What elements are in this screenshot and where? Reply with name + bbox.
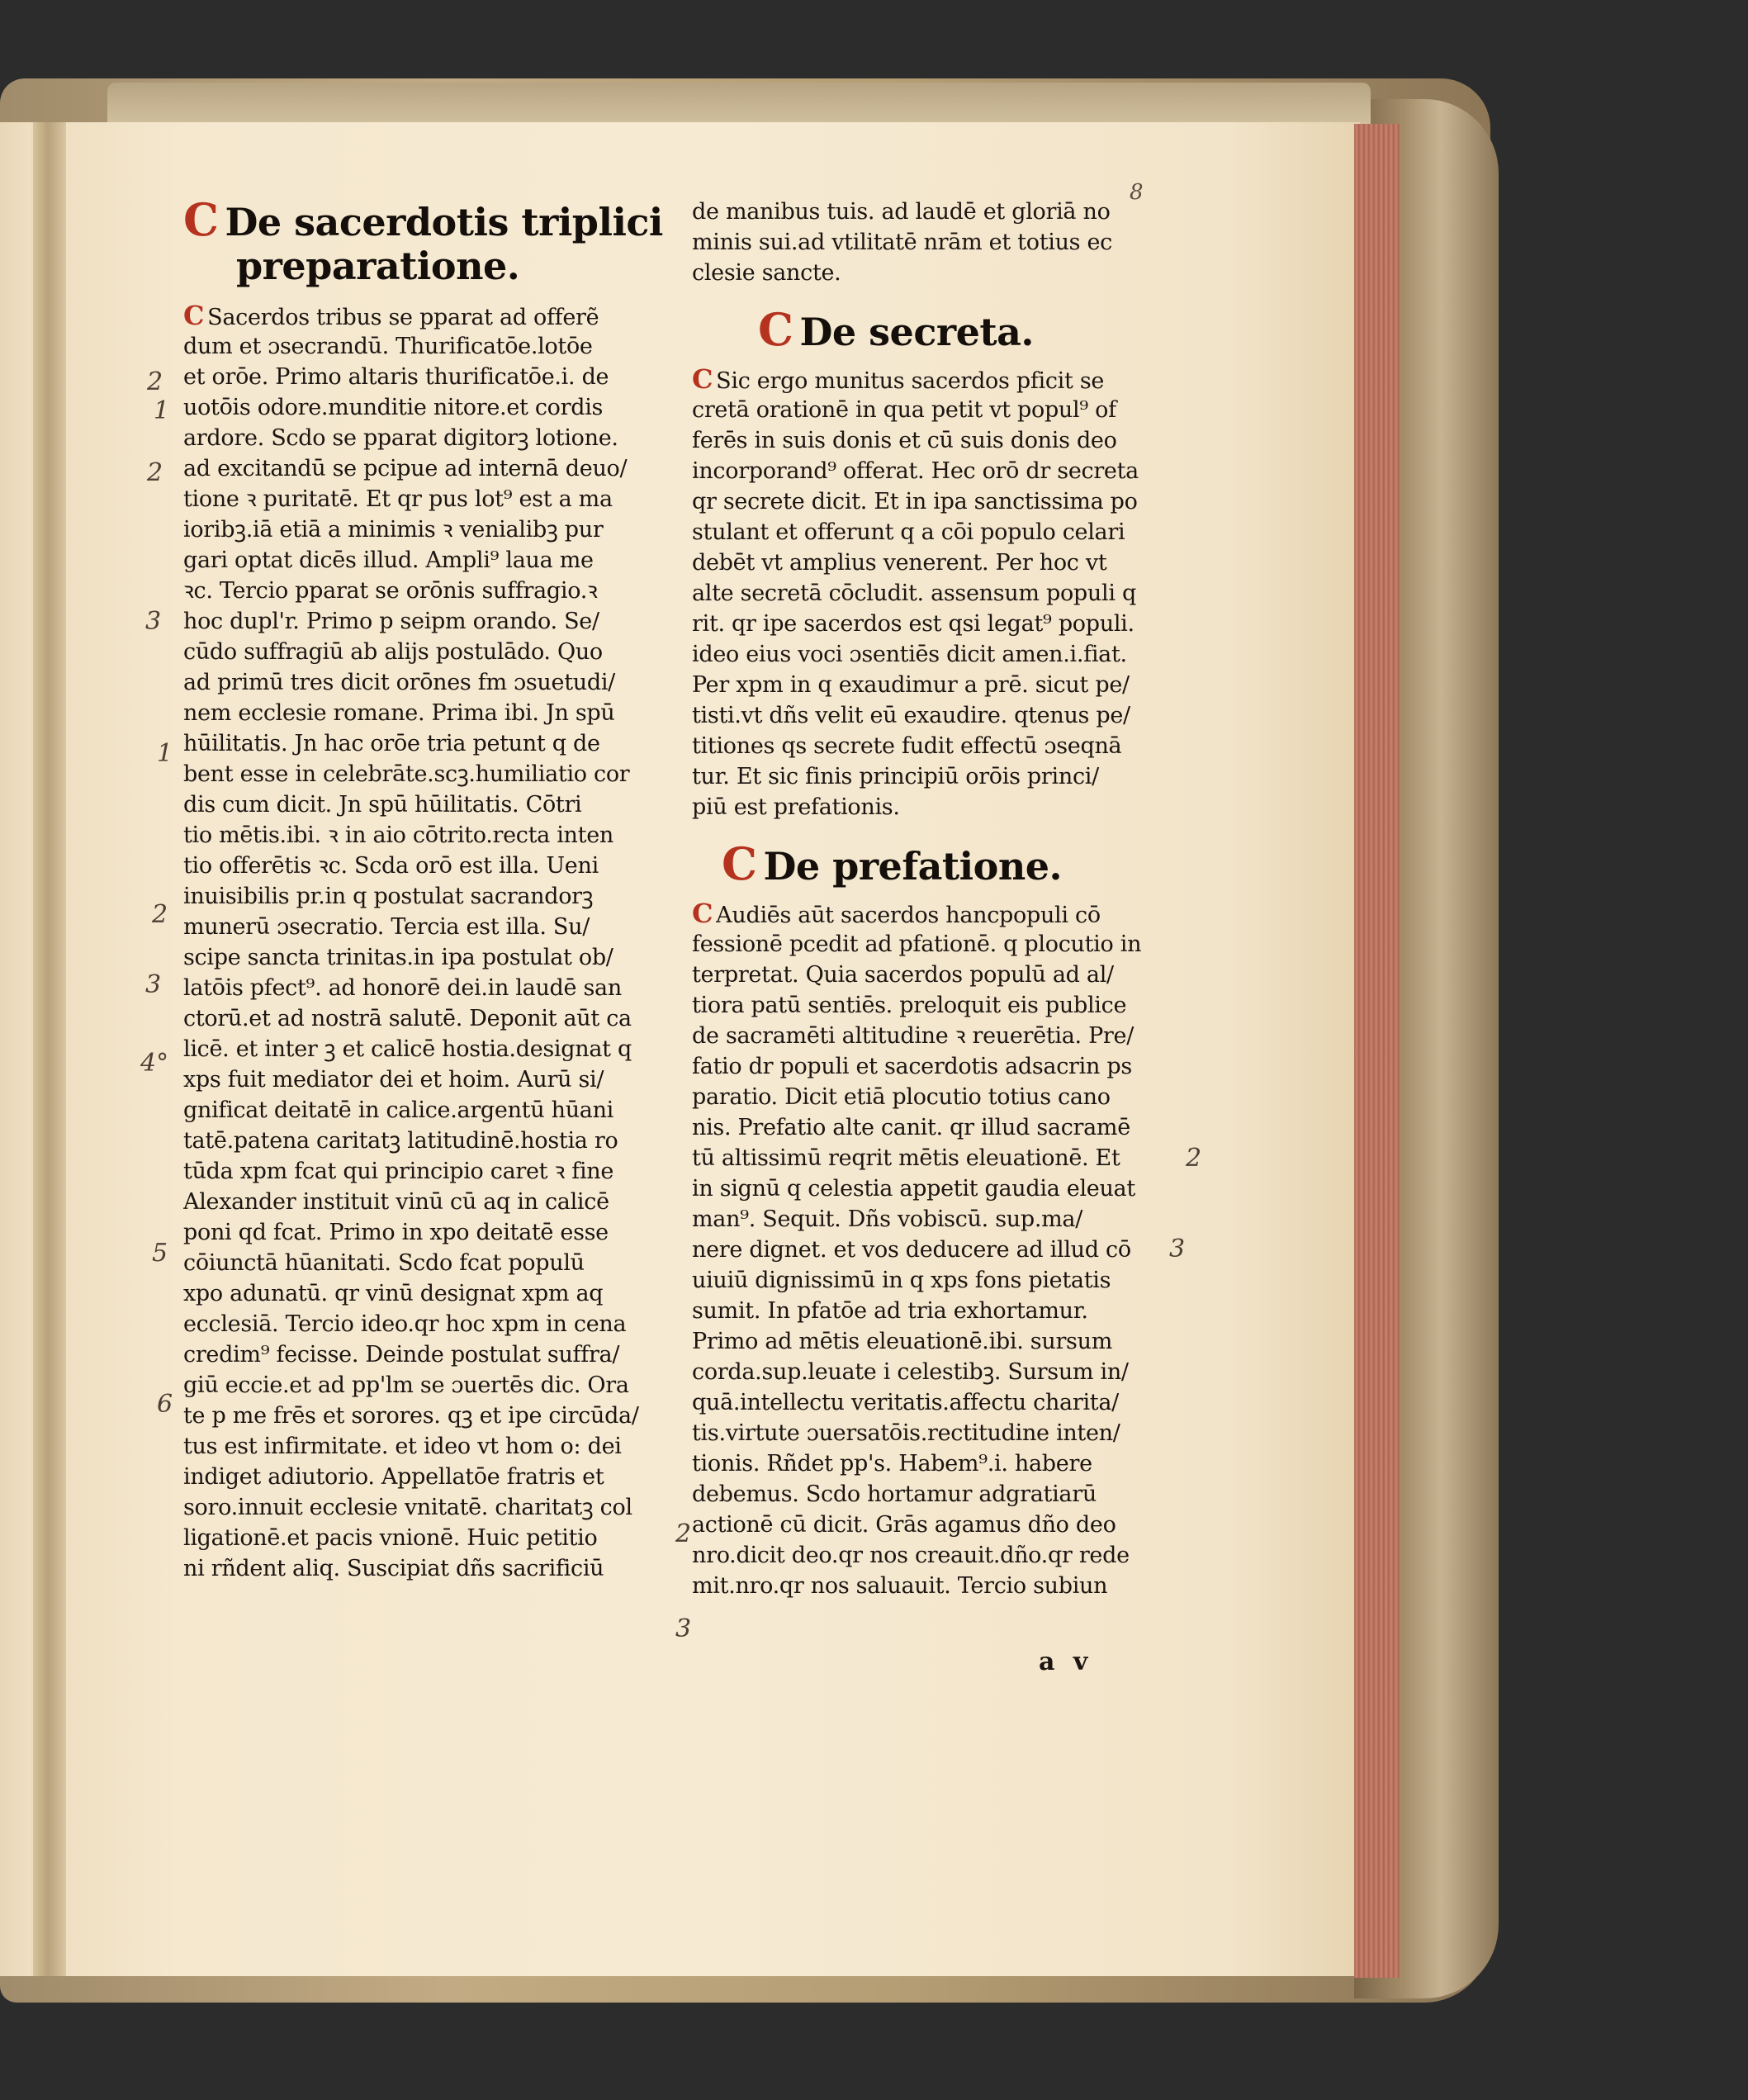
line-text: de sacramēti altitudine ꝛ reuerētia. Pre/ [692,1023,1135,1049]
line-text: minis sui.ad vtilitatē nrām et totius ec [692,230,1113,255]
line-text: Alexander instituit vinū cū aq in calicē [183,1189,609,1215]
line-text: alte secretā cōcludit. assensum populi q [692,581,1136,606]
text-line [692,792,1187,822]
text-line [183,484,679,514]
text-line [692,364,1187,395]
book-gutter [33,122,66,1976]
text-line [183,1339,679,1370]
text-line [692,1326,1187,1357]
paragraph-rubric: C [183,301,205,331]
line-text: cūdo suffragiū ab alijs postulādo. Quo [183,639,603,665]
line-text: soro.innuit ecclesie vnitatē. charitatꝫ col [183,1495,632,1520]
line-text: tio mētis.ibi. ꝛ in aio cōtrito.recta inten [183,822,613,848]
text-line [692,609,1187,639]
line-text: qr secrete dicit. Et in ipa sanctissima po [692,489,1138,514]
line-text: et orōe. Primo altaris thurificatōe.i. de [183,364,609,390]
line-text: ideo eius voci ɔsentiēs dicit amen.i.fiat. [692,642,1127,667]
line-text: hūilitatis. Jn hac orōe tria petunt q de [183,731,600,756]
line-text: actionē cū dicit. Grās agamus dño deo [692,1512,1116,1538]
margin-note: 6 [157,1390,173,1419]
rubric-mark: C [183,193,219,246]
text-line [183,1370,679,1401]
text-line [692,1082,1187,1112]
line-text: te p me frēs et sorores. qꝫ et ipe circūda/ [183,1403,639,1429]
text-line [183,942,679,973]
text-line [183,1187,679,1217]
text-line [692,1173,1187,1204]
text-line [183,667,679,698]
line-text: nro.dicit deo.qr nos creauit.dño.qr rede [692,1543,1130,1568]
text-line [692,1448,1187,1479]
line-text: rit. qr ipe sacerdos est qsi legat⁹ populi. [692,611,1135,637]
text-line [183,820,679,851]
line-text: Per xpm in q exaudimur a prē. sicut pe/ [692,672,1130,698]
text-line [692,1235,1187,1265]
text-line [692,1204,1187,1235]
text-line [183,1248,679,1278]
line-text: paratio. Dicit etiā plocutio totius cano [692,1084,1111,1110]
text-line [183,1492,679,1523]
text-line [183,1003,679,1034]
line-text: sumit. In pfatōe ad tria exhortamur. [692,1298,1088,1324]
line-text: fatio dr populi et sacerdotis adsacrin ps [692,1054,1132,1079]
signature-mark: a v [1039,1647,1093,1676]
heading-text: De secreta. [799,310,1034,354]
heading-secreta [692,303,1187,356]
text-line [183,1553,679,1584]
line-text: bent esse in celebrāte.scꝫ.humiliatio cor [183,761,630,787]
line-text: xps fuit mediator dei et hoim. Aurū si/ [183,1067,604,1093]
line-text: nere dignet. et vos deducere ad illud cō [692,1237,1131,1263]
line-text: tiora patū sentiēs. preloquit eis publice [692,993,1127,1018]
secreta-paragraph [692,364,1187,822]
text-line [692,1357,1187,1387]
line-text: tur. Et sic finis principiū orōis princi/ [692,764,1099,789]
margin-note: 1 [157,739,173,768]
text-line [692,227,1187,258]
left-column [183,193,679,1584]
margin-note: 3 [145,970,162,999]
text-line [692,1265,1187,1296]
margin-note: 3 [675,1614,692,1643]
text-line [692,929,1187,960]
text-line [183,362,679,392]
line-text: tus est infirmitate. et ideo vt hom o: dei [183,1434,622,1459]
line-text: licē. et inter ꝫ et calicē hostia.designat q [183,1036,632,1062]
heading-line [183,193,679,246]
text-line [183,637,679,667]
line-text: ni rñdent aliq. Suscipiat dñs sacrificiū [183,1556,604,1581]
red-page-edges [1354,124,1400,1978]
prefatione-paragraph [692,898,1187,1601]
line-text: indiget adiutorio. Appellatōe fratris et [183,1464,604,1490]
margin-note: 2 [147,367,163,396]
text-line [183,453,679,484]
top-vellum-edge [107,83,1371,128]
line-text: credim⁹ fecisse. Deinde postulat suffra/ [183,1342,620,1368]
line-text: quā.intellectu veritatis.affectu charita/ [692,1390,1119,1415]
text-line [183,606,679,637]
line-text: ꝛc. Tercio pparat se orōnis suffragio.ꝛ [183,578,598,604]
margin-note: 3 [1169,1235,1186,1263]
line-text: tū altissimū reqrit mētis eleuationē. Et [692,1145,1120,1171]
text-line [183,1156,679,1187]
margin-note: 2 [147,458,163,487]
text-line [692,960,1187,990]
line-text: tatē.patena caritatꝫ latitudinē.hostia ro [183,1128,618,1154]
text-line [692,898,1187,929]
line-text: gnificat deitatē in calice.argentū hūani [183,1097,613,1123]
text-line [692,700,1187,731]
folio-mark: 8 [1130,180,1144,205]
rubric-mark: C [722,837,757,890]
line-text: ctorū.et ad nostrā salutē. Deponit aūt ca [183,1006,632,1031]
text-line [183,1309,679,1339]
line-text: tisti.vt dñs velit eū exaudire. qtenus pe/ [692,703,1130,728]
line-text: fessionē pcedit ad pfationē. q plocutio in [692,931,1142,957]
text-line [183,728,679,759]
text-line [183,545,679,576]
line-text: mit.nro.qr nos saluauit. Tercio subiun [692,1573,1108,1599]
line-text: Sic ergo munitus sacerdos pficit se [716,368,1105,394]
line-text: titiones qs secrete fudit effectū ɔseqnā [692,733,1122,759]
line-text: nis. Prefatio alte canit. qr illud sacramē [692,1115,1130,1140]
line-text: ecclesiā. Tercio ideo.qr hoc xpm in cena [183,1311,627,1337]
text-line [692,761,1187,792]
heading-line [758,303,1187,356]
margin-note: 3 [145,607,162,636]
line-text: ligationē.et pacis vnionē. Huic petitio [183,1525,598,1551]
line-text: xpo adunatū. qr vinū designat xpm aq [183,1281,604,1306]
text-line [183,514,679,545]
left-paragraph [183,301,679,1584]
line-text: ad excitandū se pcipue ad internā deuo/ [183,456,628,481]
text-line [692,639,1187,670]
text-line [692,578,1187,609]
text-line [183,1126,679,1156]
right-intro-paragraph [692,197,1187,288]
text-line [183,851,679,881]
line-text: man⁹. Sequit. Dñs vobiscū. sup.ma/ [692,1206,1083,1232]
text-line [692,1021,1187,1051]
text-line [183,1217,679,1248]
line-text: scipe sancta trinitas.in ipa postulat ob/ [183,945,613,970]
text-line [183,973,679,1003]
text-line [692,1143,1187,1173]
text-line [692,1540,1187,1571]
heading-line [722,837,1187,890]
text-line [692,1479,1187,1510]
text-line [183,698,679,728]
text-line [692,517,1187,548]
text-line [183,789,679,820]
text-line [692,1051,1187,1082]
text-line [692,258,1187,288]
line-text: uotōis odore.munditie nitore.et cordis [183,395,604,420]
line-text: tio offerētis ꝛc. Scda orō est illa. Ueni [183,853,599,879]
heading-text: De prefatione. [763,844,1063,889]
margin-note: 2 [1186,1144,1202,1173]
line-text: cretā orationē in qua petit vt popul⁹ of [692,397,1116,423]
line-text: clesie sancte. [692,260,841,286]
text-line [692,1296,1187,1326]
margin-note: 2 [675,1519,692,1548]
margin-note: 2 [152,900,168,929]
line-text: de manibus tuis. ad laudē et gloriā no [692,199,1111,225]
line-text: ferēs in suis donis et cū suis donis deo [692,428,1117,453]
line-text: Sacerdos tribus se pparat ad offerẽ [207,305,599,330]
margin-note: 1 [154,396,170,425]
line-text: dum et ɔsecrandū. Thurificatōe.lotōe [183,334,593,359]
heading-prefatione [692,837,1187,890]
line-text: latōis pfect⁹. ad honorē dei.in laudē san [183,975,622,1001]
line-text: stulant et offerunt q a cōi populo celari [692,519,1125,545]
margin-note: 4° [140,1049,169,1078]
text-line [692,456,1187,486]
text-line [183,392,679,423]
paragraph-rubric: C [692,364,713,395]
text-line [183,759,679,789]
line-text: giū eccie.et ad pp'lm se ɔuertēs dic. Ora [183,1372,629,1398]
line-text: cōiunctā hūanitati. Scdo fcat populū [183,1250,585,1276]
line-text: poni qd fcat. Primo in xpo deitatē esse [183,1220,609,1245]
text-line [183,1462,679,1492]
heading-line [183,243,679,289]
text-line [692,990,1187,1021]
text-line [692,1510,1187,1540]
text-line [692,731,1187,761]
heading-text: preparatione. [236,244,520,288]
line-text: tis.virtute ɔuersatōis.rectitudine inten/ [692,1420,1120,1446]
text-line [183,1064,679,1095]
line-text: tionis. Rñdet pp's. Habem⁹.i. habere [692,1451,1092,1477]
line-text: debemus. Scdo hortamur adgratiarū [692,1481,1097,1507]
line-text: debēt vt amplius venerent. Per hoc vt [692,550,1107,576]
line-text: in signū q celestia appetit gaudia eleuat [692,1176,1135,1202]
text-line [183,1401,679,1431]
text-line [183,1523,679,1553]
line-text: inuisibilis pr.in q postulat sacrandorꝫ [183,884,594,909]
line-text: terpretat. Quia sacerdos populū ad al/ [692,962,1114,988]
text-line [692,670,1187,700]
text-line [692,395,1187,425]
line-text: ad primū tres dicit orōnes fm ɔsuetudi/ [183,670,615,695]
text-line [692,1571,1187,1601]
line-text: corda.sup.leuate i celestibꝫ. Sursum in/ [692,1359,1129,1385]
text-line [183,576,679,606]
text-line [692,425,1187,456]
line-text: ardore. Scdo se pparat digitorꝫ lotione. [183,425,618,451]
line-text: munerū ɔsecratio. Tercia est illa. Su/ [183,914,590,940]
text-line [183,1095,679,1126]
paragraph-rubric: C [692,898,713,929]
text-line [183,1278,679,1309]
line-text: tione ꝛ puritatē. Et qr pus lot⁹ est a ma [183,486,613,512]
text-line [183,912,679,942]
text-line [692,548,1187,578]
line-text: dis cum dicit. Jn spū hūilitatis. Cōtri [183,792,582,818]
heading-triplici [183,193,679,289]
rubric-mark: C [758,303,793,356]
heading-text: De sacerdotis triplici [225,200,663,244]
line-text: nem ecclesie romane. Prima ibi. Jn spū [183,700,615,726]
text-line [692,1387,1187,1418]
text-line [183,423,679,453]
text-line [183,881,679,912]
line-text: gari optat dicēs illud. Ampli⁹ laua me [183,548,594,573]
line-text: Primo ad mētis eleuationē.ibi. sursum [692,1329,1113,1354]
line-text: hoc dupl'r. Primo p seipm orando. Se/ [183,609,599,634]
line-text: piū est prefationis. [692,794,900,820]
line-text: ioribꝫ.iā etiā a minimis ꝛ venialibꝫ pur [183,517,604,543]
right-column [692,197,1187,1601]
line-text: uiuiū dignissimū in q xps fons pietatis [692,1268,1111,1293]
text-line [692,1112,1187,1143]
line-text: incorporand⁹ offerat. Hec orō dr secreta [692,458,1139,484]
text-line [692,1418,1187,1448]
text-line [183,331,679,362]
text-line [183,1431,679,1462]
text-line [183,1034,679,1064]
text-line [692,197,1187,227]
line-text: tūda xpm fcat qui principio caret ꝛ fine [183,1159,614,1184]
text-line [183,301,679,331]
text-line [692,486,1187,517]
line-text: Audiēs aūt sacerdos hancpopuli cō [716,903,1101,928]
margin-note: 5 [152,1239,168,1268]
